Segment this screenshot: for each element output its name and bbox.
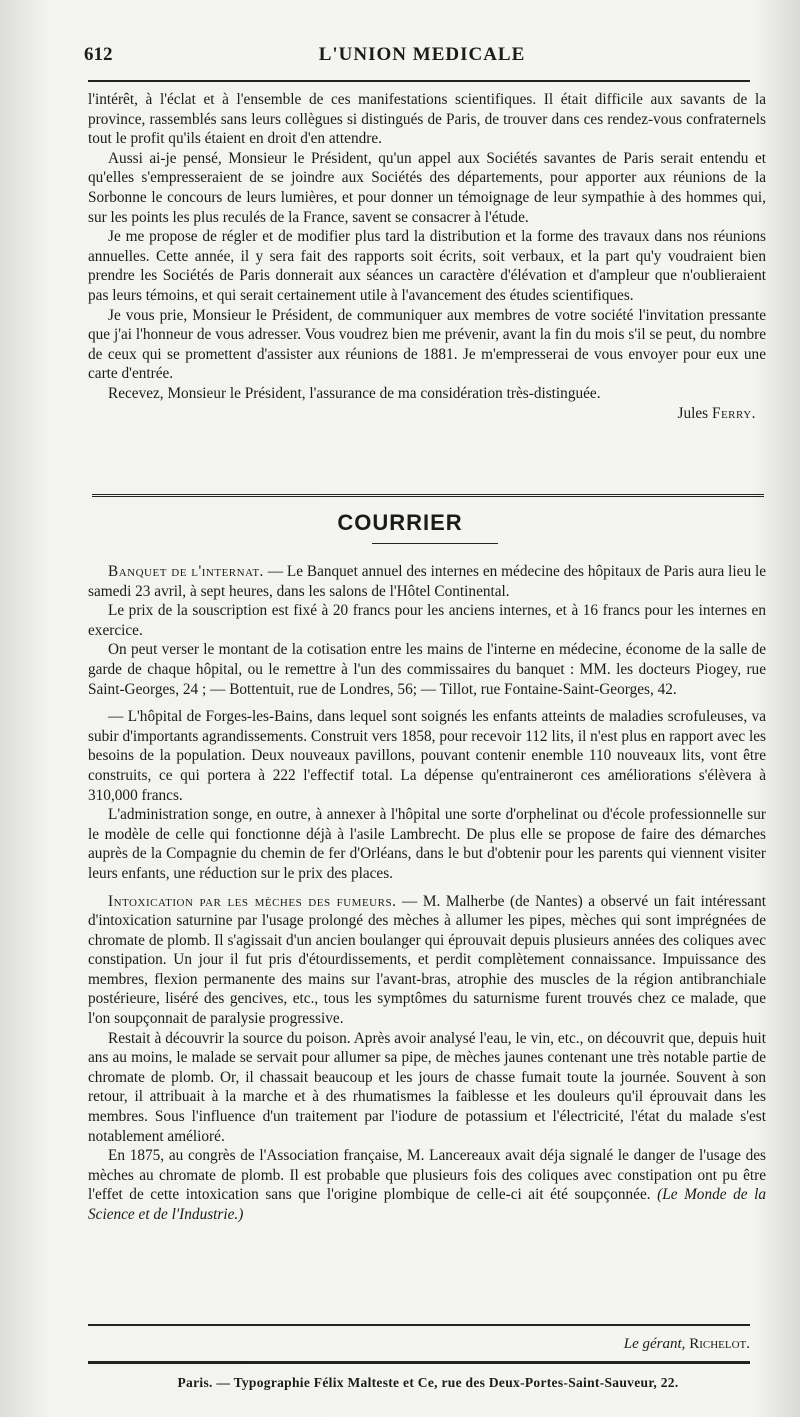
banquet-cotisation: On peut verser le montant de la cotisation entre les mains de l'interne en médecine, économe de la salle de garde de chaque hôpital, ou le remettre à l'un des commissaires du banquet : MM. les docteurs Piogey, rue Saint-Georges, 24 ; — Bottentuit, rue de Londres, 56; — Tillot, rue Fontaine-Saint-Georges, 42.	[88, 641, 766, 698]
page-header	[84, 40, 760, 74]
letter-paragraph: Aussi ai-je pensé, Monsieur le Président, qu'un appel aux Sociétés savantes de Paris serait entendu et qu'elles s'empresseraient de se joindre aux Sociétés des départements, pour apporter aux réunions de la Sorbonne le concours de leurs lumières, et pour donner un témoignage de leur sympathie à des hommes qui, sur les points les plus reculés de la France, savent se consacrer à l'étude.	[88, 149, 766, 226]
letter-paragraph: Je me propose de régler et de modifier plus tard la distribution et la forme des travaux dans nos réunions annuelles. Cette année, il y sera fait des rapports soit écrits, soit verbaux, et la part qu'y voudraient bien prendre les Sociétés de Paris donnerait aux séances un caractère d'élévation et d'ampleur que n'oublieraient pas leurs témoins, et qui serait certainement utile à l'avancement des études scientifiques.	[88, 228, 766, 304]
intoxication-source: (Le Monde de la Science et de l'Industrie.)	[88, 1186, 766, 1223]
gerant-label: Le gérant,	[623, 1336, 686, 1352]
imprint-rule	[88, 1361, 750, 1364]
signature-last-name: Ferry.	[711, 404, 756, 422]
courrier-body	[88, 562, 766, 1225]
intoxication-text: — M. Malherbe (de Nantes) a observé un fait intéressant d'intoxication saturnine par l'usage prolongé des mèches à allumer les pipes, mèches qui sont imprégnées de chromate de plomb. Il s'agissait d'un ancien boulanger qui éprouvait depuis plusieurs années des coliques avec constipation. Un jour il fut pris d'étourdissements, et perdit complètement connaissance. Impuissance des membres, flexion permanente des mains sur l'avant-bras, atrophie des muscles de la région antibranchiale postérieure, liséré des gencives, etc., tous les symptômes du saturnisme furent trouvés chez ce malade, que l'on soupçonnait de paralysie progressive.	[88, 892, 766, 1028]
intoxication-poison: Restait à découvrir la source du poison. Après avoir analysé l'eau, le vin, etc., on découvrit que, depuis huit ans au moins, le malade se servait pour allumer sa pipe, de mèches jaunes contenant une très notable partie de chromate de plomb. Or, il chassait beaucoup et les jours de chasse fumait toute la journée. Souvent à son retour, il attribuait à la marche et à des rhumatismes la faiblesse et les douleurs qu'il éprouvait dans les membres. Sous l'influence d'un traitement par l'iodure de potassium et l'électricité, l'état du malade s'est notablement amélioré.	[88, 1029, 766, 1145]
gerant-name: Richelot.	[689, 1336, 750, 1352]
header-rule	[88, 80, 750, 82]
banquet-heading: Banquet de l'internat.	[108, 563, 264, 580]
section-double-rule	[92, 494, 764, 501]
letter-paragraph: Recevez, Monsieur le Président, l'assurance de ma considération très-distinguée.	[108, 384, 601, 402]
intoxication-paragraph	[88, 892, 766, 1029]
forges-administration: L'administration songe, en outre, à annexer à l'hôpital une sorte d'orphelinat ou d'école professionnelle sur le modèle de celle qui fonctionne déjà à l'asile Lambrecht. De plus elle se propose de faire des démarches auprès de la Compagnie du chemin de fer d'Orléans, dans le but d'obtenir pour les parents qui viennent visiter leurs enfants, une réduction sur le prix des places.	[88, 806, 766, 882]
banquet-text: — Le Banquet annuel des internes en médecine des hôpitaux de Paris aura lieu le samedi 23 avril, à sept heures, dans les salons de l'Hôtel Continental.	[88, 563, 766, 600]
section-title: COURRIER	[337, 510, 463, 535]
letter-paragraph: l'intérêt, à l'éclat et à l'ensemble de ces manifestations scientifiques. Il était difficile aux savants de la province, rassemblés sans leurs collègues si distingués de Paris, de trouver dans ces rendez-vous confraternels tout le profit qu'ils étaient en droit d'en attendre.	[88, 91, 766, 148]
printer-imprint: Paris. — Typographie Félix Malteste et Ce, rue des Deux-Portes-Saint-Sauveur, 22.	[177, 1375, 679, 1390]
gerant-line	[88, 1336, 750, 1353]
letter-signature	[88, 404, 766, 424]
running-head: L'UNION MEDICALE	[318, 44, 526, 65]
banquet-price: Le prix de la souscription est fixé à 20 francs pour les anciens internes, et à 16 francs pour les internes en exercice.	[88, 602, 766, 639]
footer-rule	[88, 1324, 750, 1326]
forges-paragraph: — L'hôpital de Forges-les-Bains, dans lequel sont soignés les enfants atteints de maladies scrofuleuses, va subir d'importants agrandissements. Construit vers 1858, pour recevoir 112 lits, il n'est plus en rapport avec les besoins de la population. Deux nouveaux pavillons, pouvant contenir enemble 110 nouveaux lits, vont être construits, ce qui portera à 222 l'effectif total. La dépense qu'entraineront ces améliorations s'élèvera à 310,000 francs.	[88, 708, 766, 804]
banquet-paragraph	[88, 562, 766, 601]
intoxication-heading: Intoxication par les mèches des fumeurs.	[108, 892, 397, 910]
title-underline	[372, 543, 498, 544]
letter-body	[88, 90, 766, 424]
letter-paragraph: Je vous prie, Monsieur le Président, de communiquer aux membres de votre société l'invitation pressante que j'ai l'honneur de vous adresser. Vous voudrez bien me prévenir, avant la fin du mois s'il se peut, du nombre de ceux qui se promettent d'assister aux réunions de 1881. Je m'empresserai de vous envoyer pour eux une carte d'entrée.	[88, 306, 766, 383]
intoxication-congres-text: En 1875, au congrès de l'Association française, M. Lancereaux avait déja signalé le danger de l'usage des mèches au chromate de plomb. Il est probable que plusieurs fois des coliques avec constipation ont pu être l'effet de cette intoxication sans que l'origine plombique de celle-ci ait été soupçonnée.	[88, 1147, 766, 1204]
page-number: 612	[84, 44, 113, 65]
intoxication-congres	[88, 1146, 766, 1224]
signature-first-name: Jules	[677, 404, 709, 422]
